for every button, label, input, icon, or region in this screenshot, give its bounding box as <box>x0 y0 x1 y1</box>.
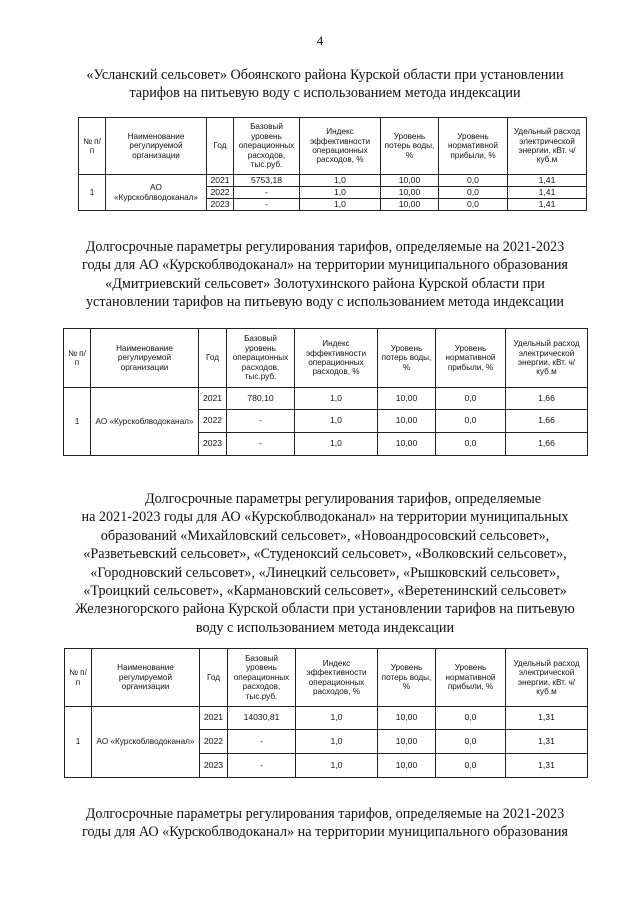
cell-profit: 0,0 <box>439 187 508 199</box>
cell-index: 1,0 <box>295 433 378 456</box>
col-header-loss: Уровень потерь воды, % <box>381 118 439 175</box>
cell-loss: 10,00 <box>378 388 436 410</box>
table-row <box>65 707 588 730</box>
col-header-profit: Уровень нормативной прибыли, % <box>436 329 506 388</box>
cell-profit: 0,0 <box>439 175 508 187</box>
org-name: АО «Курскоблводоканал» <box>91 388 199 456</box>
heading-line: Железногорского района Курской области при установлении тарифов на питьевую <box>75 601 575 618</box>
col-header-name: Наименование регулируемой организации <box>106 118 207 175</box>
cell-index: 1,0 <box>296 754 378 778</box>
cell-energy: 1,31 <box>506 754 588 778</box>
col-header-loss: Уровень потерь воды, % <box>378 649 436 707</box>
cell-index: 1,0 <box>295 410 378 433</box>
cell-loss: 10,00 <box>378 754 436 778</box>
cell-year: 2021 <box>199 388 227 410</box>
cell-loss: 10,00 <box>378 433 436 456</box>
cell-year: 2023 <box>200 754 228 778</box>
cell-energy: 1,41 <box>508 187 587 199</box>
table-row <box>79 175 587 187</box>
heading-line: Долгосрочные параметры регулирования тарифов, определяемые на 2021-2023 <box>85 239 565 255</box>
section3-heading <box>60 490 590 637</box>
row-number: 1 <box>64 388 91 456</box>
col-header-profit: Уровень нормативной прибыли, % <box>436 649 506 707</box>
cell-base: - <box>228 730 296 754</box>
col-header-year: Год <box>199 329 227 388</box>
col-header-base: Базовый уровень операционных расходов, тыс.руб. <box>234 118 300 175</box>
cell-energy: 1,41 <box>508 199 587 211</box>
col-header-name: Наименование регулируемой организации <box>92 649 200 707</box>
heading-line: на 2021-2023 годы для АО «Курскоблводоканал» на территории муниципальных <box>81 509 569 526</box>
section1-table <box>78 117 587 211</box>
heading-line: Долгосрочные параметры регулирования тарифов, определяемые <box>144 491 542 507</box>
heading-line: годы для АО «Курскоблводоканал» на территории муниципального образования <box>82 257 568 274</box>
cell-profit: 0,0 <box>436 730 506 754</box>
cell-year: 2022 <box>207 187 234 199</box>
heading-line: годы для АО «Курскоблводоканал» на территории муниципального образования <box>82 824 568 841</box>
section3-table <box>64 648 588 778</box>
cell-year: 2021 <box>200 707 228 730</box>
cell-year: 2022 <box>199 410 227 433</box>
heading-line: «Дмитриевский сельсовет» Золотухинского района Курской области при <box>105 275 545 292</box>
table-header-row <box>65 649 588 707</box>
cell-loss: 10,00 <box>381 187 439 199</box>
cell-loss: 10,00 <box>378 707 436 730</box>
row-number: 1 <box>65 707 92 778</box>
cell-profit: 0,0 <box>436 388 506 410</box>
col-header-base: Базовый уровень операционных расходов, тыс.руб. <box>227 329 295 388</box>
cell-profit: 0,0 <box>436 410 506 433</box>
cell-base: - <box>234 187 300 199</box>
cell-index: 1,0 <box>300 199 381 211</box>
col-header-year: Год <box>207 118 234 175</box>
page-number: 4 <box>316 33 324 48</box>
table-header-row <box>64 329 588 388</box>
cell-energy: 1,66 <box>506 388 588 410</box>
heading-line: «Городновский сельсовет», «Линецкий сельсовет», «Рышковский сельсовет», <box>90 564 560 581</box>
cell-year: 2023 <box>199 433 227 456</box>
col-header-index: Индекс эффективности операционных расходов, % <box>296 649 378 707</box>
section1-heading <box>60 66 590 103</box>
cell-energy: 1,41 <box>508 175 587 187</box>
col-header-base: Базовый уровень операционных расходов, тыс.руб. <box>228 649 296 707</box>
cell-base: - <box>234 199 300 211</box>
table-row <box>64 388 588 410</box>
col-header-year: Год <box>200 649 228 707</box>
cell-loss: 10,00 <box>378 730 436 754</box>
col-header-index: Индекс эффективности операционных расходов, % <box>300 118 381 175</box>
col-header-index: Индекс эффективности операционных расходов, % <box>295 329 378 388</box>
heading-line: воду с использованием метода индексации <box>195 619 455 636</box>
cell-index: 1,0 <box>300 187 381 199</box>
cell-energy: 1,31 <box>506 707 588 730</box>
cell-index: 1,0 <box>296 730 378 754</box>
cell-loss: 10,00 <box>381 199 439 211</box>
heading-line: «Разветьевский сельсовет», «Студеноксий сельсовет», «Волковский сельсовет», <box>83 546 567 563</box>
col-header-energy: Удельный расход электрической энергии, кВт. ч/куб.м <box>506 649 588 707</box>
section2-heading <box>60 238 590 312</box>
cell-energy: 1,66 <box>506 433 588 456</box>
heading-line: тарифов на питьевую воду с использованием метода индексации <box>129 85 521 102</box>
cell-base: 14030,81 <box>228 707 296 730</box>
cell-year: 2023 <box>207 199 234 211</box>
col-header-energy: Удельный расход электрической энергии, кВт. ч/куб.м <box>506 329 588 388</box>
cell-base: - <box>227 433 295 456</box>
org-name: АО «Курскоблводоканал» <box>92 707 200 778</box>
table-header-row <box>79 118 587 175</box>
cell-base: - <box>228 754 296 778</box>
cell-year: 2022 <box>200 730 228 754</box>
row-number: 1 <box>79 175 106 211</box>
col-header-loss: Уровень потерь воды, % <box>378 329 436 388</box>
col-header-profit: Уровень нормативной прибыли, % <box>439 118 508 175</box>
col-header-num: № п/п <box>64 329 91 388</box>
cell-profit: 0,0 <box>436 433 506 456</box>
col-header-name: Наименование регулируемой организации <box>91 329 199 388</box>
heading-line: «Троицкий сельсовет», «Кармановский сельсовет», «Веретенинский сельсовет» <box>83 583 567 600</box>
heading-line: «Усланский сельсовет» Обоянского района Курской области при установлении <box>86 67 564 83</box>
heading-line: образований «Михайловский сельсовет», «Новоандросовский сельсовет», <box>100 527 550 544</box>
cell-index: 1,0 <box>300 175 381 187</box>
cell-index: 1,0 <box>296 707 378 730</box>
cell-index: 1,0 <box>295 388 378 410</box>
section4-heading <box>60 805 590 842</box>
cell-profit: 0,0 <box>436 754 506 778</box>
cell-energy: 1,66 <box>506 410 588 433</box>
cell-base: 5753,18 <box>234 175 300 187</box>
col-header-energy: Удельный расход электрической энергии, кВт. ч/куб.м <box>508 118 587 175</box>
cell-energy: 1,31 <box>506 730 588 754</box>
heading-line: Долгосрочные параметры регулирования тарифов, определяемые на 2021-2023 <box>85 806 565 822</box>
cell-profit: 0,0 <box>439 199 508 211</box>
cell-base: - <box>227 410 295 433</box>
heading-line: установлении тарифов на питьевую воду с использованием метода индексации <box>85 294 565 311</box>
cell-base: 780,10 <box>227 388 295 410</box>
cell-loss: 10,00 <box>378 410 436 433</box>
col-header-num: № п/п <box>65 649 92 707</box>
col-header-num: № п/п <box>79 118 106 175</box>
cell-year: 2021 <box>207 175 234 187</box>
cell-loss: 10,00 <box>381 175 439 187</box>
org-name: АО «Курскоблводоканал» <box>106 175 207 211</box>
section2-table <box>63 328 588 456</box>
cell-profit: 0,0 <box>436 707 506 730</box>
